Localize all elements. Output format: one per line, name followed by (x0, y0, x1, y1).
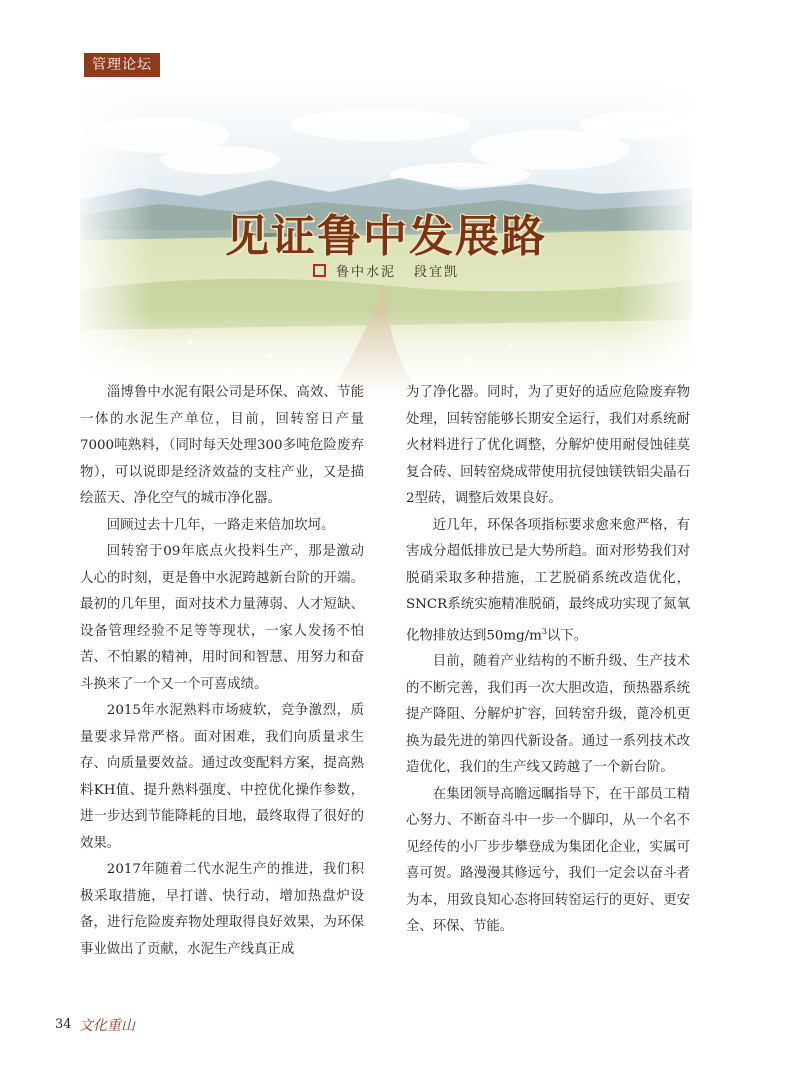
magazine-logo: 文化重山 (79, 1018, 135, 1034)
hero-banner (80, 80, 692, 395)
paragraph: 在集团领导高瞻远瞩指导下，在干部员工精心努力、不断奋斗中一步一个脚印，从一个名不见经传的小厂步步攀登成为集团化企业，实属可喜可贺。路漫漫其修远兮，我们一定会以奋斗者为本，用致良知心态将回转窑运行的更好、更安全、环保、节能。 (406, 786, 690, 935)
paragraph-continuation: 为了净化器。同时，为了更好的适应危险废弃物处理，回转窑能够长期安全运行，我们对系统耐火材料进行了优化调整，分解炉使用耐侵蚀硅莫复合砖、回转窑烧成带使用抗侵蚀镁铁铝尖晶石2型砖，调整后效果良好。 (406, 385, 690, 506)
paragraph: 回转窑于09年底点火投料生产，那是激动人心的时刻，更是鲁中水泥跨越新台阶的开端。最初的几年里，面对技术力量薄弱、人才短缺、设备管理经验不足等等现状，一家人发扬不怕苦、不怕累的精神，用时间和智慧、用努力和奋斗换来了一个又一个可喜成绩。 (80, 544, 364, 692)
paragraph-emissions (406, 513, 690, 650)
paragraph: 回顾过去十几年，一路走来倍加坎坷。 (106, 517, 335, 533)
paragraph-emissions-text: 近几年，环保各项指标要求愈来愈严格，有害成分超低排放已是大势所趋。面对形势我们对脱硝采取多种措施，工艺脱硝系统改造优化，SNCR系统实施精准脱硝，最终成功实现了氮氧化物排放达到50mg/m (406, 517, 690, 643)
paragraph: 目前，随着产业结构的不断升级、生产技术的不断完善，我们再一次大胆改造，预热器系统提产降阻、分解炉扩容，回转窑升级，蓖冷机更换为最先进的第四代新设备。通过一系列技术改造优化，我们的生产线又跨越了一个新台阶。 (406, 654, 690, 776)
superscript-three: 3 (541, 626, 547, 636)
paragraph: 2017年随着二代水泥生产的推进，我们积极采取措施，早打谱、快行动，增加热盘炉设备，进行危险废弃物处理取得良好效果，为环保事业做出了贡献，水泥生产线真正成 (80, 862, 364, 957)
byline-org: 鲁中水泥 (335, 265, 396, 280)
byline-author: 段宜凯 (414, 265, 460, 280)
page-footer (55, 1017, 135, 1034)
byline (80, 261, 692, 280)
body-column-left (80, 380, 364, 963)
page-number: 34 (55, 1017, 72, 1032)
paragraph: 淄博鲁中水泥有限公司是环保、高效、节能一体的水泥生产单位，目前，回转窑日产量7000吨熟料，（同时每天处理300多吨危险废弃物），可以说即是经济效益的支柱产业，又是描绘蓝天、净化空气的城市净化器。 (80, 385, 364, 506)
paragraph: 2015年水泥熟料市场疲软，竞争激烈，质量要求异常严格。面对困难，我们向质量求生存、向质量要效益。通过改变配料方案，提高熟料KH值、提升熟料强度、中控优化操作参数，进一步达到节能降耗的目地，最终取得了很好的效果。 (80, 703, 364, 851)
square-bullet-icon (313, 264, 326, 277)
paragraph-emissions-end: 以下。 (546, 627, 588, 643)
section-tag: 管理论坛 (84, 53, 160, 77)
article-title: 见证鲁中发展路 (225, 211, 547, 262)
body-column-right (406, 380, 690, 941)
